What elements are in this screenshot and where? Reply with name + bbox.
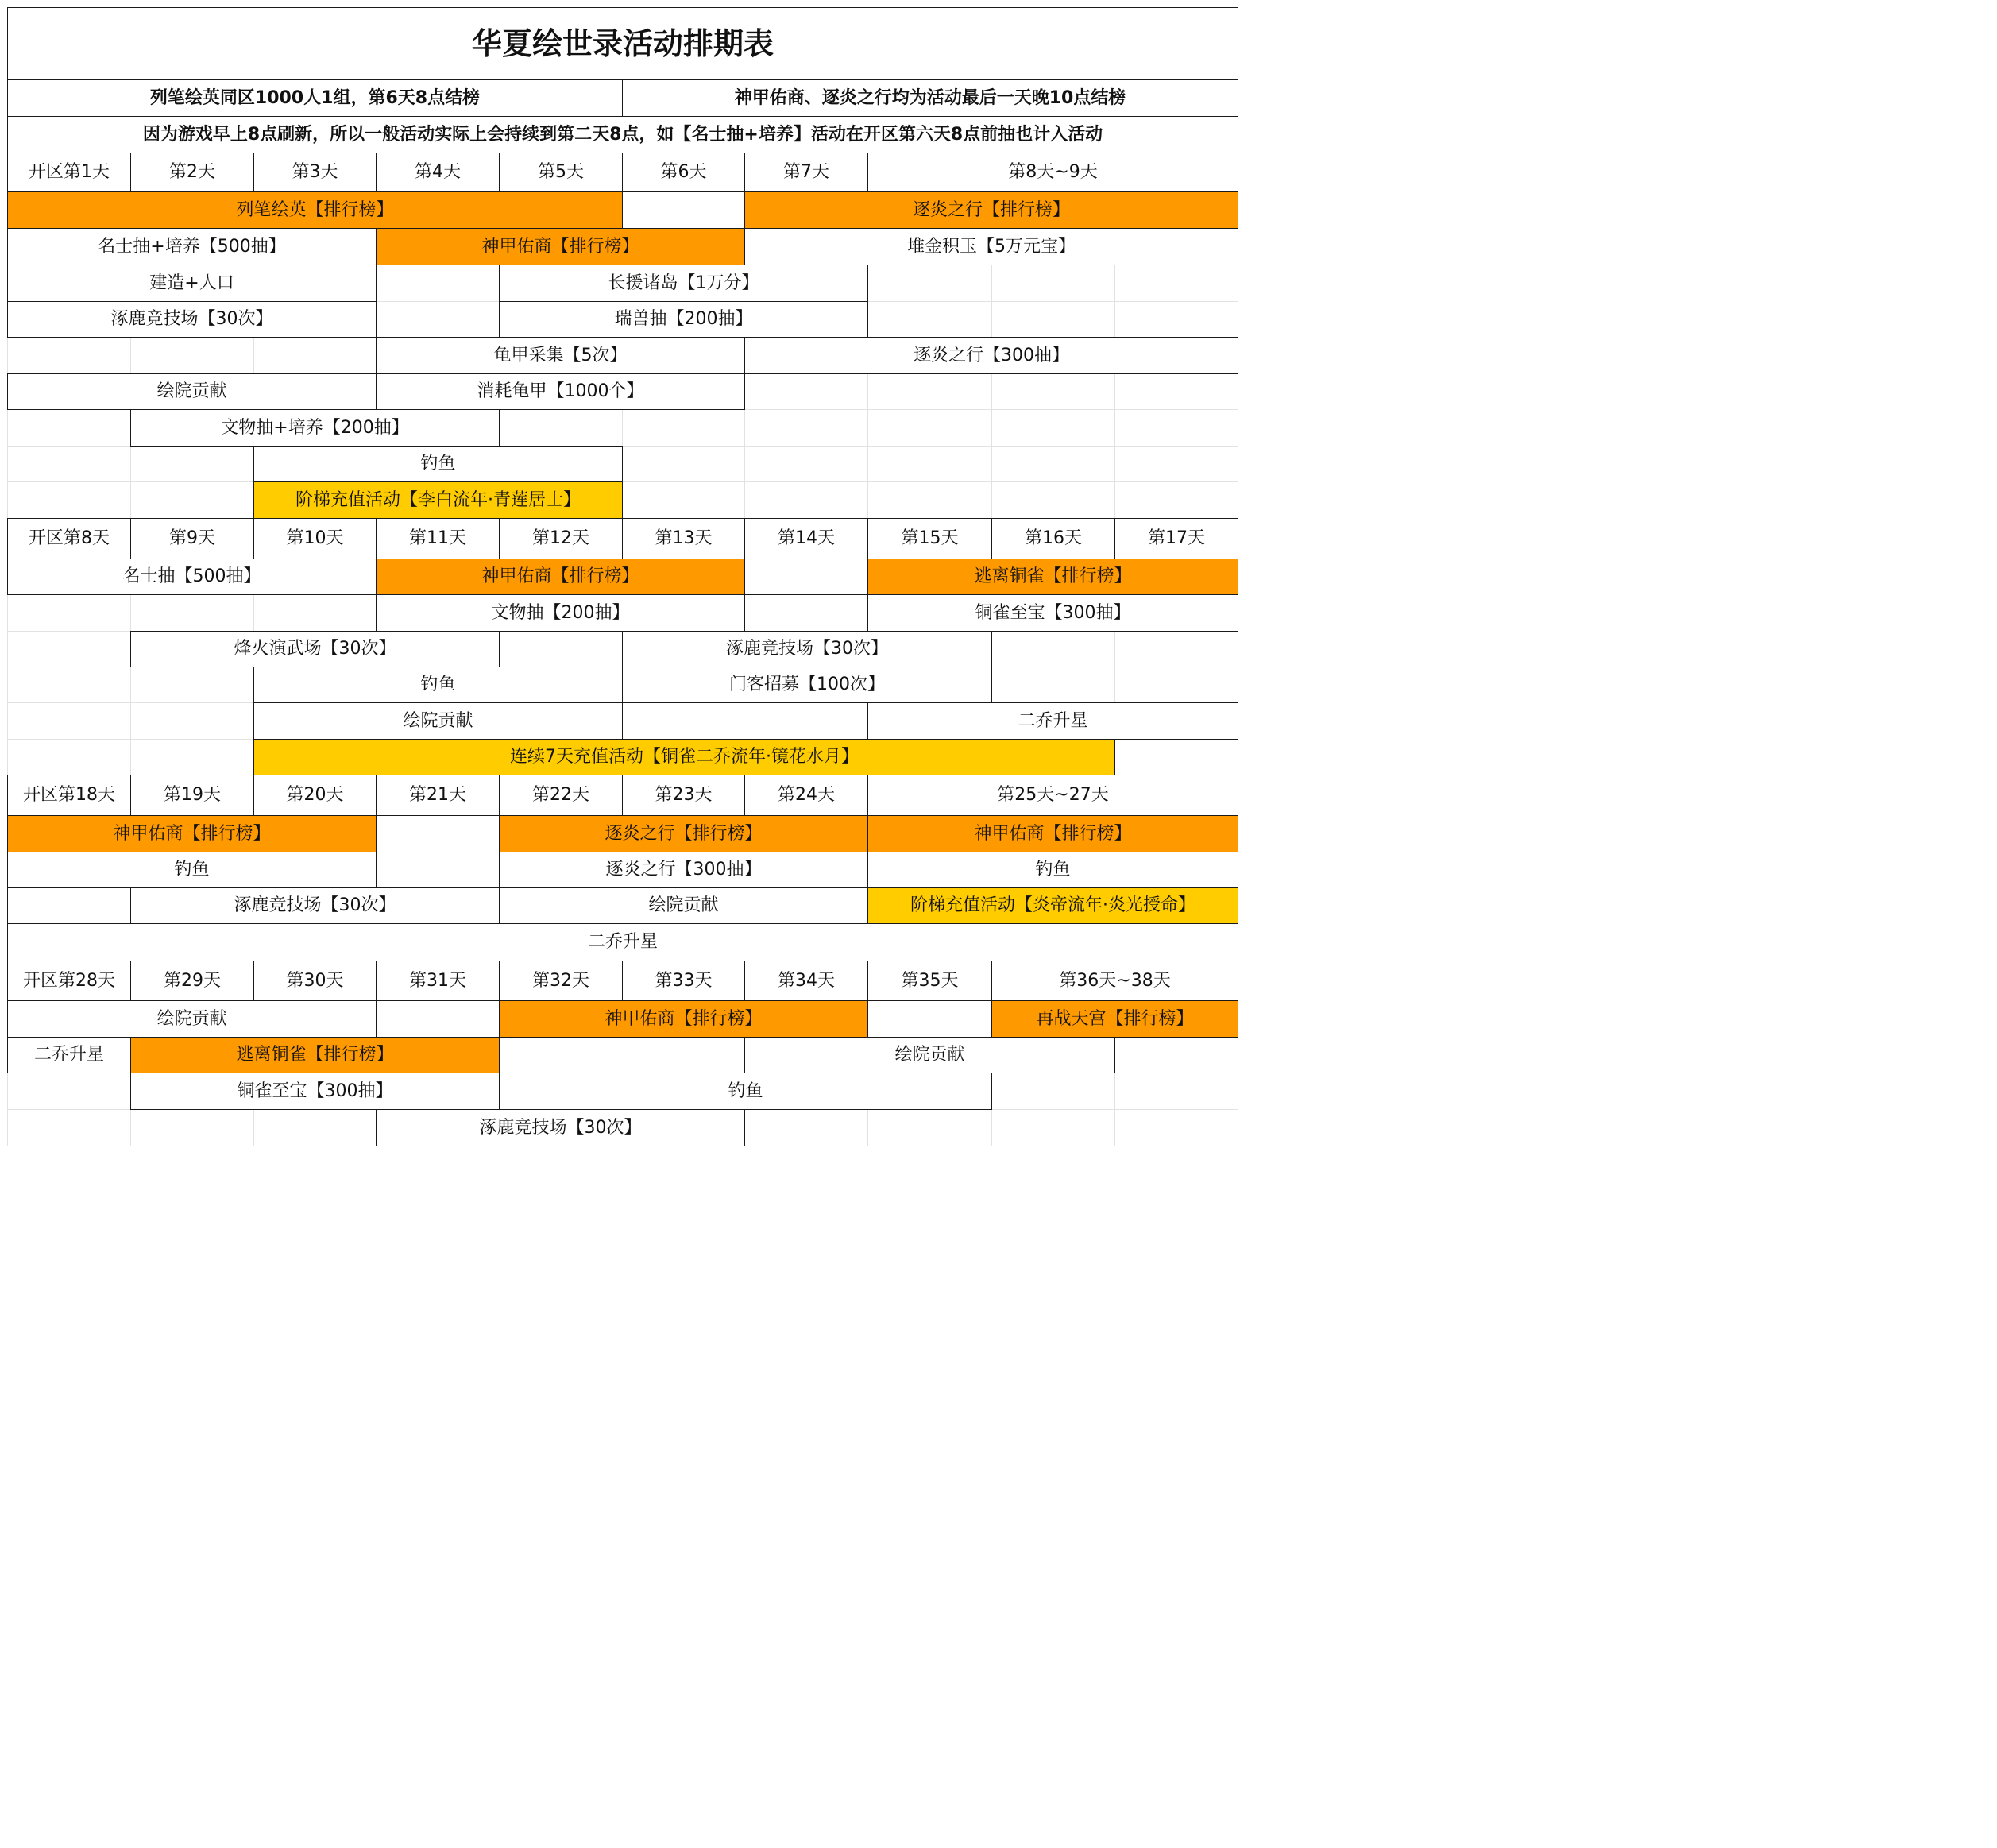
day-header: 第24天 xyxy=(744,775,868,816)
event-cell: 逐炎之行【300抽】 xyxy=(499,852,868,888)
day-header: 第9天 xyxy=(130,518,254,559)
day-header: 第32天 xyxy=(499,961,623,1001)
note-right: 神甲佑商、逐炎之行均为活动最后一天晚10点结榜 xyxy=(622,79,1238,117)
event-cell: 涿鹿竞技场【30次】 xyxy=(376,1109,745,1146)
event-cell: 建造+人口 xyxy=(7,265,377,302)
day-header: 第36天~38天 xyxy=(991,961,1238,1001)
empty-cell xyxy=(744,559,868,595)
event-cell: 长援诸岛【1万分】 xyxy=(499,265,868,302)
empty-cell xyxy=(499,1037,745,1073)
event-cell: 消耗龟甲【1000个】 xyxy=(376,373,745,410)
day-header: 第11天 xyxy=(376,518,500,559)
ranking-event-cell: 神甲佑商【排行榜】 xyxy=(499,1000,868,1038)
day-header: 第17天 xyxy=(1114,518,1238,559)
day-header: 开区第18天 xyxy=(7,775,131,816)
day-header: 第23天 xyxy=(622,775,745,816)
ranking-event-cell: 再战天宫【排行榜】 xyxy=(991,1000,1238,1038)
ranking-event-cell: 逃离铜雀【排行榜】 xyxy=(130,1037,500,1073)
recharge-event-cell: 阶梯充值活动【炎帝流年·炎光授命】 xyxy=(867,887,1238,924)
day-header: 第25天~27天 xyxy=(867,775,1238,816)
ranking-event-cell: 神甲佑商【排行榜】 xyxy=(7,815,377,852)
recharge-event-cell: 连续7天充值活动【铜雀二乔流年·镜花水月】 xyxy=(253,739,1115,775)
note-full: 因为游戏早上8点刷新，所以一般活动实际上会持续到第二天8点，如【名士抽+培养】活动在开区第六天8点前抽也计入活动 xyxy=(7,116,1238,153)
sheet-title: 华夏绘世录活动排期表 xyxy=(7,7,1238,80)
ranking-event-cell: 神甲佑商【排行榜】 xyxy=(376,228,745,265)
day-header: 第20天 xyxy=(253,775,377,816)
day-header: 第21天 xyxy=(376,775,500,816)
day-header: 第33天 xyxy=(622,961,745,1001)
event-cell: 铜雀至宝【300抽】 xyxy=(867,594,1238,632)
event-cell: 涿鹿竞技场【30次】 xyxy=(130,887,500,924)
event-cell: 绘院贡献 xyxy=(744,1037,1115,1073)
empty-cell xyxy=(499,631,623,667)
day-header: 第2天 xyxy=(130,153,254,192)
event-cell: 涿鹿竞技场【30次】 xyxy=(7,301,377,338)
event-cell: 钓鱼 xyxy=(253,446,623,482)
day-header: 第34天 xyxy=(744,961,868,1001)
event-cell: 名士抽+培养【500抽】 xyxy=(7,228,377,265)
day-header: 第12天 xyxy=(499,518,623,559)
event-cell: 瑞兽抽【200抽】 xyxy=(499,301,868,338)
event-cell: 门客招募【100次】 xyxy=(622,667,992,703)
day-header: 第22天 xyxy=(499,775,623,816)
event-cell: 铜雀至宝【300抽】 xyxy=(130,1073,500,1110)
day-header: 第3天 xyxy=(253,153,377,192)
event-cell: 名士抽【500抽】 xyxy=(7,559,377,595)
event-cell: 钓鱼 xyxy=(867,852,1238,888)
event-cell: 文物抽【200抽】 xyxy=(376,594,745,632)
day-header: 第30天 xyxy=(253,961,377,1001)
event-cell: 堆金积玉【5万元宝】 xyxy=(744,228,1238,265)
day-header: 第13天 xyxy=(622,518,745,559)
event-cell: 二乔升星 xyxy=(867,702,1238,740)
day-header: 第14天 xyxy=(744,518,868,559)
day-header: 第4天 xyxy=(376,153,500,192)
empty-cell xyxy=(376,852,500,888)
day-header: 第7天 xyxy=(744,153,868,192)
event-cell: 二乔升星 xyxy=(7,1037,131,1073)
event-cell: 二乔升星 xyxy=(7,923,1238,961)
day-header: 第15天 xyxy=(867,518,992,559)
event-cell: 钓鱼 xyxy=(7,852,377,888)
day-header: 第35天 xyxy=(867,961,992,1001)
day-header: 开区第1天 xyxy=(7,153,131,192)
empty-cell xyxy=(376,815,500,852)
day-header: 第5天 xyxy=(499,153,623,192)
ranking-event-cell: 列笔绘英【排行榜】 xyxy=(7,191,623,229)
ranking-event-cell: 神甲佑商【排行榜】 xyxy=(376,559,745,595)
ranking-event-cell: 逐炎之行【排行榜】 xyxy=(499,815,868,852)
event-cell: 钓鱼 xyxy=(499,1073,992,1110)
ranking-event-cell: 逐炎之行【排行榜】 xyxy=(744,191,1238,229)
day-header: 第8天~9天 xyxy=(867,153,1238,192)
empty-cell xyxy=(622,191,745,229)
event-cell: 文物抽+培养【200抽】 xyxy=(130,409,500,447)
event-cell: 绘院贡献 xyxy=(7,1000,377,1038)
day-header: 第6天 xyxy=(622,153,745,192)
empty-cell xyxy=(7,887,131,924)
empty-cell xyxy=(744,594,868,632)
event-cell: 涿鹿竞技场【30次】 xyxy=(622,631,992,667)
day-header: 第19天 xyxy=(130,775,254,816)
day-header: 第10天 xyxy=(253,518,377,559)
day-header: 第31天 xyxy=(376,961,500,1001)
empty-cell xyxy=(376,1000,500,1038)
event-cell: 绘院贡献 xyxy=(499,887,868,924)
event-cell: 钓鱼 xyxy=(253,667,623,703)
day-header: 第29天 xyxy=(130,961,254,1001)
event-cell: 绘院贡献 xyxy=(7,373,377,410)
event-cell: 龟甲采集【5次】 xyxy=(376,337,745,374)
ranking-event-cell: 神甲佑商【排行榜】 xyxy=(867,815,1238,852)
event-cell: 逐炎之行【300抽】 xyxy=(744,337,1238,374)
ranking-event-cell: 逃离铜雀【排行榜】 xyxy=(867,559,1238,595)
empty-cell xyxy=(867,1000,992,1038)
day-header: 开区第28天 xyxy=(7,961,131,1001)
schedule-sheet xyxy=(7,7,1238,1146)
note-left: 列笔绘英同区1000人1组，第6天8点结榜 xyxy=(7,79,623,117)
event-cell: 烽火演武场【30次】 xyxy=(130,631,500,667)
empty-cell xyxy=(622,702,868,740)
day-header: 第16天 xyxy=(991,518,1115,559)
day-header: 开区第8天 xyxy=(7,518,131,559)
recharge-event-cell: 阶梯充值活动【李白流年·青莲居士】 xyxy=(253,481,623,519)
event-cell: 绘院贡献 xyxy=(253,702,623,740)
